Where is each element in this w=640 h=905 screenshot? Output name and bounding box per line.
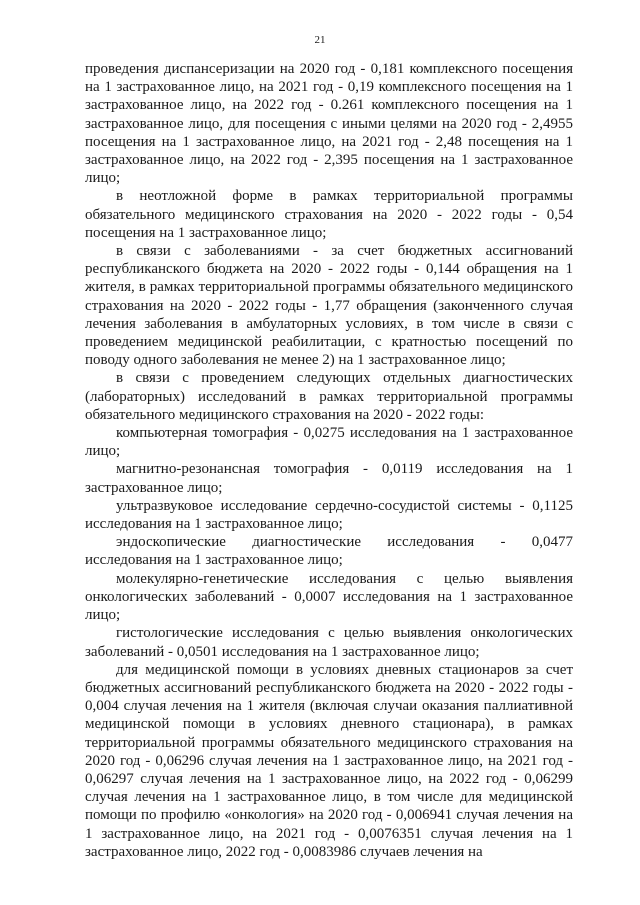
paragraph-1: проведения диспансеризации на 2020 год - 0,181 комплексного посещения на 1 застрахованное лицо, на 2021 год - 0,19 комплексного посещения на 1 застрахованное лицо, на 2022 год - 0.261 комплексного посещения на 1 застрахованное лицо, для посещения с иными целями на 2020 год - 2,4955 посещения на 1 застрахованное лицо, на 2021 год - 2,48 посещения на 1 застрахованное лицо, на 2022 год - 2,395 посещения на 1 застрахованное лицо;: [85, 61, 573, 187]
paragraph-3: в связи с заболеваниями - за счет бюджетных ассигнований республиканского бюджета на 2020 - 2022 годы - 0,144 обращения на 1 жителя, в рамках территориальной программы обязательного медицинского страхования на 2020 - 2022 годы - 1,77 обращения (законченного случая лечения заболевания в амбулаторных условиях, в том числе в связи с проведением медицинской реабилитации, с кратностью посещений по поводу одного заболевания не менее 2) на 1 застрахованное лицо;: [85, 243, 573, 369]
paragraph-6: магнитно-резонансная томография - 0,0119 исследования на 1 застрахованное лицо;: [85, 461, 573, 496]
paragraph-2: в неотложной форме в рамках территориальной программы обязательного медицинского страхования на 2020 - 2022 годы - 0,54 посещения на 1 застрахованное лицо;: [85, 188, 573, 241]
page-number: 21: [314, 34, 326, 46]
paragraph-10: гистологические исследования с целью выявления онкологических заболеваний - 0,0501 исследования на 1 застрахованное лицо;: [85, 625, 573, 660]
paragraph-9: молекулярно-генетические исследования с целью выявления онкологических заболеваний - 0,0007 исследования на 1 застрахованное лицо;: [85, 570, 573, 624]
paragraph-4: в связи с проведением следующих отдельных диагностических (лабораторных) исследований в рамках территориальной программы обязательного медицинского страхования на 2020 - 2022 годы:: [85, 370, 573, 423]
document-body: [85, 60, 573, 861]
paragraph-8: эндоскопические диагностические исследования - 0,0477 исследования на 1 застрахованное лицо;: [85, 534, 573, 569]
paragraph-7: ультразвуковое исследование сердечно-сосудистой системы - 0,1125 исследования на 1 застрахованное лицо;: [85, 497, 573, 533]
paragraph-11: для медицинской помощи в условиях дневных стационаров за счет бюджетных ассигнований республиканского бюджета на 2020 - 2022 годы - 0,004 случая лечения на 1 жителя (включая случаи оказания паллиативной медицинской помощи в условиях дневного стационара), в рамках территориальной программы обязательного медицинского страхования на 2020 год - 0,06296 случая лечения на 1 застрахованное лицо, на 2021 год - 0,06297 случая лечения на 1 застрахованное лицо, на 2022 год - 0,06299 случая лечения на 1 застрахованное лицо, в том числе для медицинской помощи по профилю «онкология» на 2020 год - 0,006941 случая лечения на 1 застрахованное лицо, на 2021 год - 0,0076351 случая лечения на 1 застрахованное лицо, 2022 год - 0,0083986 случаев лечения на: [85, 661, 573, 860]
paragraph-5: компьютерная томография - 0,0275 исследования на 1 застрахованное лицо;: [85, 425, 573, 460]
